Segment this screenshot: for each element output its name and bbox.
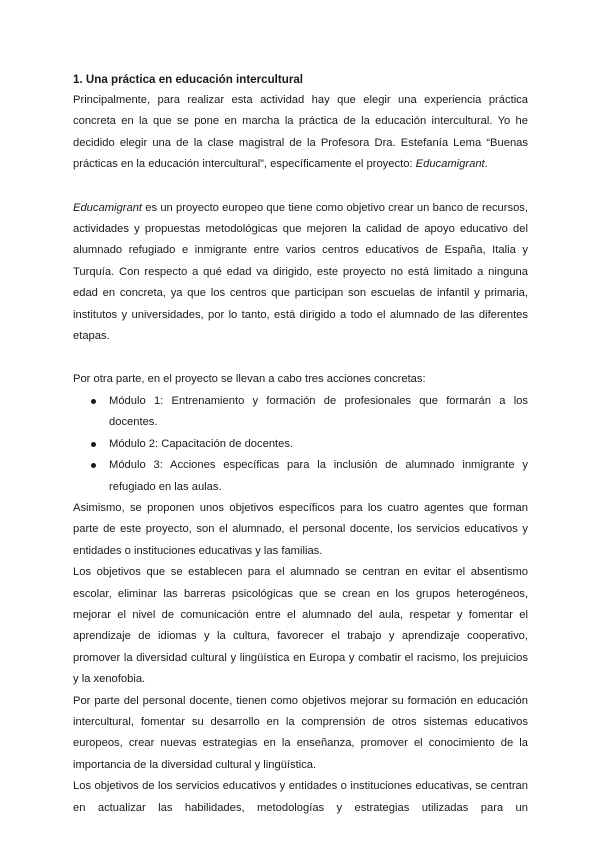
project-name-italic: Educamigrant [415, 158, 485, 171]
paragraph-intro-end: . [484, 158, 488, 171]
module-list-item [73, 455, 528, 498]
section-heading: 1. Una práctica en educación intercultural [73, 73, 304, 86]
paragraph-actions: Por otra parte, en el proyecto se llevan a cabo tres acciones concretas: [73, 373, 426, 386]
module-text: Módulo 2: Capacitación de docentes. [109, 437, 294, 450]
module-text: Módulo 3: Acciones específicas para la inclusión de alumnado inmigrante y refugiado en las aulas. [109, 459, 528, 493]
paragraph-project [73, 198, 528, 348]
paragraph-students: Los objetivos que se establecen para el alumnado se centran en evitar el absentismo escolar, eliminar las barreras psicológicas que se crean en los grupos heterogéneos, mejorar el nivel de comunicación entre el alumnado del aula, respetar y fomentar el aprendizaje de idiomas y la cultura, favorecer el trabajo y aprendizaje cooperativo, promover la diversidad cultural y lingüística en Europa y combatir el racismo, los prejuicios y la xenofobia. [73, 566, 528, 686]
paragraph-services: Los objetivos de los servicios educativos y entidades o instituciones educativas, se centran en actualizar las habilidades, metodologías y estrategias utilizadas para un [73, 780, 528, 814]
module-list-item [73, 434, 528, 455]
paragraph-teachers: Por parte del personal docente, tienen como objetivos mejorar su formación en educación intercultural, fomentar su desarrollo en la comprensión de otros sistemas educativos europeos, crear nuevas estrategias en la enseñanza, promover el conocimiento de la importancia de la diversidad cultural y lingüística. [73, 694, 528, 771]
bullet-dot-icon [91, 399, 96, 404]
bullet-dot-icon [91, 442, 96, 447]
project-name-italic-2: Educamigrant [73, 201, 143, 214]
document-body [73, 70, 528, 819]
paragraph-intro [73, 90, 528, 176]
module-text: Módulo 1: Entrenamiento y formación de profesionales que formarán a los docentes. [109, 394, 528, 429]
paragraph-intro-text: Principalmente, para realizar esta actividad hay que elegir una experiencia práctica concreta en la que se pone en marcha la práctica de la educación intercultural. Yo he decidido elegir una de la clase magistral de la Profesora Dra. Estefanía Lema “Buenas prácticas en la educación intercultural”, específicamente el proyecto: [73, 94, 528, 171]
module-list [73, 391, 528, 498]
module-list-item [73, 391, 528, 434]
paragraph-project-text: es un proyecto europeo que tiene como objetivo crear un banco de recursos, actividades y propuestas metodológicas que mejoren la calidad de apoyo educativo del alumnado refugiado e inmigrante entre varios centros educativos de España, Italia y Turquía. Con respecto a qué edad va dirigido, este proyecto no está limitado a ninguna edad en concreta, ya que los centros que participan son escuelas de infantil y primaria, institutos y universidades, por lo tanto, está dirigido a todo el alumnado de las diferentes etapas. [73, 201, 528, 343]
bullet-dot-icon [91, 463, 96, 468]
paragraph-agents: Asimismo, se proponen unos objetivos específicos para los cuatro agentes que forman parte de este proyecto, son el alumnado, el personal docente, los servicios educativos y entidades o instituciones educativas y las familias. [73, 501, 528, 557]
